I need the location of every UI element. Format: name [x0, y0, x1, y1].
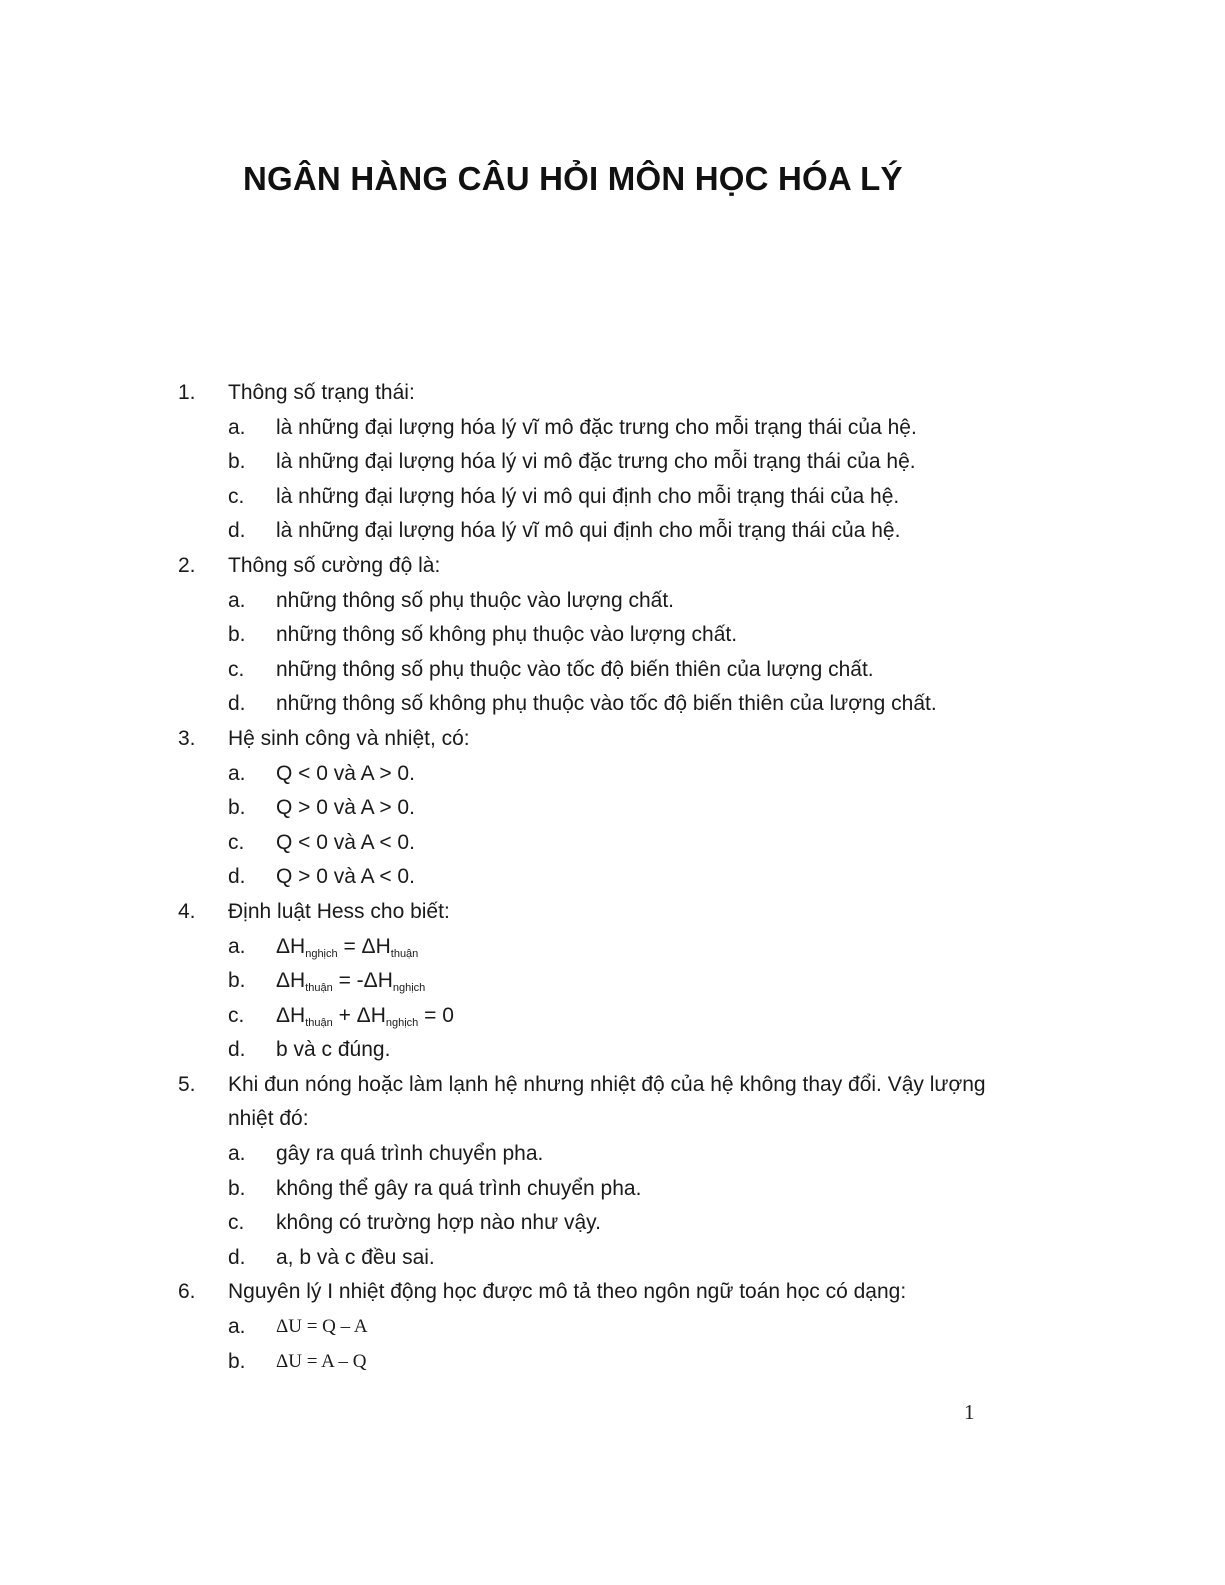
option-letter: c.	[228, 830, 245, 854]
question-number: 4.	[178, 899, 196, 923]
option-letter: a.	[228, 761, 246, 785]
formula-subscript: thuận	[305, 982, 333, 995]
formula	[276, 999, 1008, 1034]
option-text: Q > 0 và A > 0.	[276, 796, 415, 820]
option-d	[178, 1033, 1008, 1068]
question-1	[178, 376, 1008, 549]
option-c	[178, 1206, 1008, 1241]
formula-part: + ΔH	[332, 1003, 386, 1027]
option-text: là những đại lượng hóa lý vi mô qui định cho mỗi trạng thái của hệ.	[276, 484, 900, 508]
option-text: những thông số phụ thuộc vào tốc độ biến thiên của lượng chất.	[276, 657, 874, 681]
option-a	[178, 1310, 1008, 1345]
option-letter: a.	[228, 1142, 246, 1166]
question-text: Thông số cường độ là:	[228, 553, 441, 577]
option-letter: b.	[228, 623, 246, 647]
option-text: Q < 0 và A > 0.	[276, 761, 415, 785]
option-c	[178, 653, 1008, 688]
formula-subscript: thuận	[305, 1016, 333, 1029]
option-letter: b.	[228, 796, 246, 820]
formula	[276, 964, 1008, 999]
question-number: 3.	[178, 726, 196, 750]
question-stem	[178, 549, 1008, 584]
option-a	[178, 1137, 1008, 1172]
option-c	[178, 480, 1008, 515]
option-b	[178, 445, 1008, 480]
option-d	[178, 514, 1008, 549]
formula-part: = -ΔH	[332, 969, 393, 993]
option-a	[178, 930, 1008, 965]
option-letter: c.	[228, 657, 245, 681]
option-d	[178, 1241, 1008, 1276]
formula	[276, 930, 1008, 965]
option-letter: b.	[228, 1349, 246, 1373]
option-letter: b.	[228, 969, 246, 993]
option-c	[178, 999, 1008, 1034]
question-stem	[178, 722, 1008, 757]
question-text: Định luật Hess cho biết:	[228, 899, 450, 923]
option-text: b và c đúng.	[276, 1038, 391, 1062]
question-number: 6.	[178, 1280, 196, 1304]
option-text: không có trường hợp nào như vậy.	[276, 1211, 601, 1235]
option-text: là những đại lượng hóa lý vi mô đặc trưng cho mỗi trạng thái của hệ.	[276, 450, 916, 474]
option-letter: d.	[228, 692, 246, 716]
option-c	[178, 826, 1008, 861]
question-text: Hệ sinh công và nhiệt, có:	[228, 726, 470, 750]
option-letter: b.	[228, 1176, 246, 1200]
question-number: 2.	[178, 553, 196, 577]
option-b	[178, 1345, 1008, 1380]
formula-part: = 0	[418, 1003, 454, 1027]
option-text: những thông số không phụ thuộc vào lượng chất.	[276, 623, 738, 647]
option-a	[178, 757, 1008, 792]
option-letter: a.	[228, 588, 246, 612]
option-letter: a.	[228, 934, 246, 958]
option-a	[178, 411, 1008, 446]
option-letter: c.	[228, 1003, 245, 1027]
option-d	[178, 860, 1008, 895]
option-text: gây ra quá trình chuyển pha.	[276, 1142, 544, 1166]
option-letter: c.	[228, 484, 245, 508]
option-letter: a.	[228, 1315, 246, 1339]
option-b	[178, 791, 1008, 826]
option-text: là những đại lượng hóa lý vĩ mô qui định cho mỗi trạng thái của hệ.	[276, 519, 901, 543]
formula-subscript: nghịch	[385, 1016, 419, 1029]
option-text: Q < 0 và A < 0.	[276, 830, 415, 854]
option-letter: d.	[228, 865, 246, 889]
formula: ΔU = Q – A	[276, 1316, 368, 1338]
question-stem	[178, 1275, 1008, 1310]
question-number: 5.	[178, 1072, 196, 1096]
question-stem	[178, 895, 1008, 930]
formula-subscript: thuận	[390, 947, 419, 960]
option-b	[178, 618, 1008, 653]
option-text: những thông số phụ thuộc vào lượng chất.	[276, 588, 674, 612]
option-d	[178, 687, 1008, 722]
page-number: 1	[964, 1400, 975, 1424]
option-b	[178, 964, 1008, 999]
formula: ΔU = A – Q	[276, 1350, 367, 1372]
question-text: Thông số trạng thái:	[228, 381, 415, 404]
option-text: không thể gây ra quá trình chuyển pha.	[276, 1176, 642, 1200]
question-6	[178, 1275, 1008, 1379]
question-3	[178, 722, 1008, 895]
option-letter: d.	[228, 519, 246, 543]
option-text: những thông số không phụ thuộc vào tốc độ biến thiên của lượng chất.	[276, 692, 937, 716]
option-b	[178, 1172, 1008, 1207]
formula-part: = ΔH	[337, 934, 391, 958]
question-4	[178, 895, 1008, 1068]
formula-part: ΔH	[276, 969, 306, 993]
option-text: a, b và c đều sai.	[276, 1245, 435, 1269]
question-text: Khi đun nóng hoặc làm lạnh hệ nhưng nhiệt độ của hệ không thay đổi. Vậy lượng nhiệt đó:	[228, 1072, 986, 1131]
option-letter: a.	[228, 415, 246, 439]
option-letter: c.	[228, 1211, 245, 1235]
formula-subscript: nghịch	[305, 947, 338, 960]
question-2	[178, 549, 1008, 722]
option-letter: d.	[228, 1038, 246, 1062]
page-title: NGÂN HÀNG CÂU HỎI MÔN HỌC HÓA LÝ	[243, 160, 903, 197]
option-letter: d.	[228, 1245, 246, 1269]
option-a	[178, 584, 1008, 619]
option-text: là những đại lượng hóa lý vĩ mô đặc trưng cho mỗi trạng thái của hệ.	[276, 415, 917, 439]
question-stem	[178, 376, 1008, 411]
option-letter: b.	[228, 450, 246, 474]
question-number: 1.	[178, 381, 196, 404]
formula-subscript: nghịch	[392, 982, 426, 995]
option-text: Q > 0 và A < 0.	[276, 865, 415, 889]
question-list	[178, 376, 1008, 1379]
formula-part: ΔH	[276, 1003, 306, 1027]
question-text: Nguyên lý I nhiệt động học được mô tả theo ngôn ngữ toán học có dạng:	[228, 1280, 907, 1304]
question-5	[178, 1068, 1008, 1276]
question-stem	[178, 1068, 1008, 1137]
formula-part: ΔH	[276, 934, 306, 958]
